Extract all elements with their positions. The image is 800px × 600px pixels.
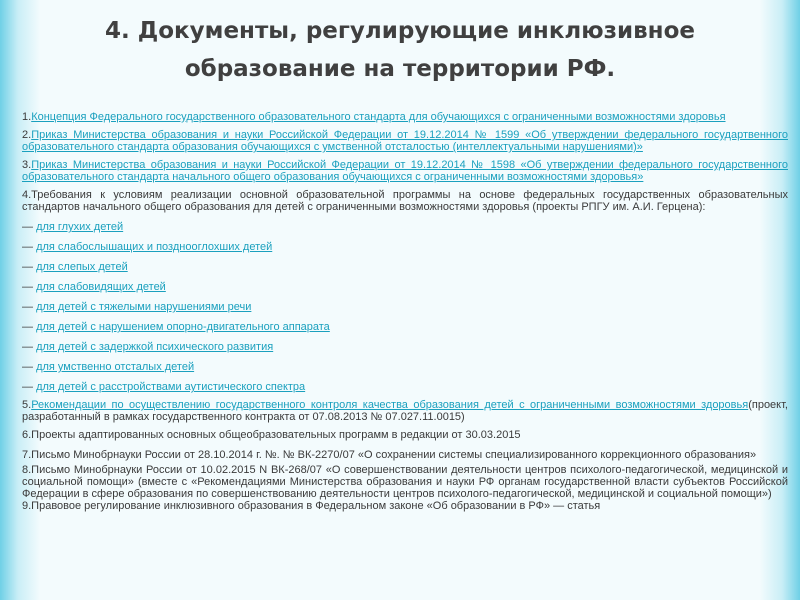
sublink-row: [22, 261, 788, 273]
list-item-3: [22, 159, 788, 183]
dash: —: [22, 261, 33, 273]
dash: —: [22, 381, 33, 393]
sublink-autism-spectrum[interactable]: для детей с расстройствами аутистического спектра: [36, 381, 306, 393]
sublink-speech-disorders[interactable]: для детей с тяжелыми нарушениями речи: [36, 301, 252, 313]
sublink-row: [22, 321, 788, 333]
dash: —: [22, 281, 33, 293]
sublink-musculoskeletal[interactable]: для детей с нарушением опорно-двигательного аппарата: [36, 321, 330, 333]
dash: —: [22, 221, 33, 233]
list-item-4: 4.Требования к условиям реализации основной образовательной программы на основе федеральных государственных образовательных стандартов начального общего образования для детей с ограниченными возможностями здоровья (проекты РПГУ им. А.И. Герцена):: [22, 189, 788, 213]
dash: —: [22, 341, 33, 353]
list-item-7: 7.Письмо Минобрнауки России от 28.10.2014 г. №. № ВК-2270/07 «О сохранении системы специализированного коррекционного образования»: [22, 449, 757, 461]
sublink-row: [22, 341, 788, 353]
sublink-row: [22, 361, 788, 373]
dash: —: [22, 321, 33, 333]
slide-title: 4. Документы, регулирующие инклюзивное образование на территории РФ.: [105, 18, 695, 82]
sublink-hard-of-hearing[interactable]: для слабослышащих и позднооглохших детей: [36, 241, 273, 253]
sublink-visually-impaired[interactable]: для слабовидящих детей: [36, 281, 166, 293]
quality-control-recommendations-link[interactable]: Рекомендации по осуществлению государственного контроля качества образования детей с ограниченными возможностями здоровья: [31, 399, 749, 411]
dash: —: [22, 361, 33, 373]
sublink-row: [22, 381, 788, 393]
item-number: 3.: [22, 159, 32, 171]
sublink-row: [22, 301, 788, 313]
list-item-5: [22, 399, 788, 423]
sublink-row: [22, 221, 788, 233]
item-number: 2.: [22, 129, 32, 141]
item-number: 1.: [22, 111, 32, 123]
list-item-9: 9.Правовое регулирование инклюзивного образования в Федеральном законе «Об образовании в РФ» — статья: [22, 500, 601, 512]
concept-fgos-link[interactable]: Концепция Федерального государственного образовательного стандарта для обучающихся с ограниченными возможностями здоровья: [31, 111, 726, 123]
dash: —: [22, 301, 33, 313]
sublink-blind-children[interactable]: для слепых детей: [36, 261, 128, 273]
list-item-2: [22, 129, 788, 153]
sublink-intellectual-disability[interactable]: для умственно отсталых детей: [36, 361, 195, 373]
sublink-row: [22, 281, 788, 293]
sublink-row: [22, 241, 788, 253]
order-1599-link[interactable]: Приказ Министерства образования и науки Российской Федерации от 19.12.2014 № 1599 «Об утверждении федерального государтвенного образовательного стандарта образования обучающихся с умственной отсталостью (интеллектуальными нарушениями)»: [22, 129, 788, 153]
list-item-8: 8.Письмо Минобрнауки России от 10.02.2015 N ВК-268/07 «О совершенствовании деятельности центров психолого-педагогической, медицинской и социальной помощи» (вместе с «Рекомендациями Министерства образования и науки РФ органам государственной власти субъектов Российской Федерации в сфере образования по совершенствованию деятельности центров психолого-педагогической, медицинской и социальной помощи»): [22, 464, 788, 500]
sublink-deaf-children[interactable]: для глухих детей: [36, 221, 124, 233]
documents-list: [22, 111, 788, 512]
list-item-6: 6.Проекты адаптированных основных общеобразовательных программ в редакции от 30.03.2015: [22, 429, 521, 441]
list-item-1: [22, 111, 788, 123]
dash: —: [22, 241, 33, 253]
item-number: 5.: [22, 399, 32, 411]
item-5-note: (проект, разработанный в рамках государственного контракта от 07.08.2013 № 07.027.11.0015): [22, 399, 788, 423]
order-1598-link[interactable]: Приказ Министерства образования и науки Российской Федерации от 19.12.2014 № 1598 «Об утверждении федерального государственного образовательного стандарта начального общего образования обучающихся с ограниченными возможностями здоровья»: [22, 159, 788, 183]
sublink-mental-delay[interactable]: для детей с задержкой психического развития: [36, 341, 274, 353]
